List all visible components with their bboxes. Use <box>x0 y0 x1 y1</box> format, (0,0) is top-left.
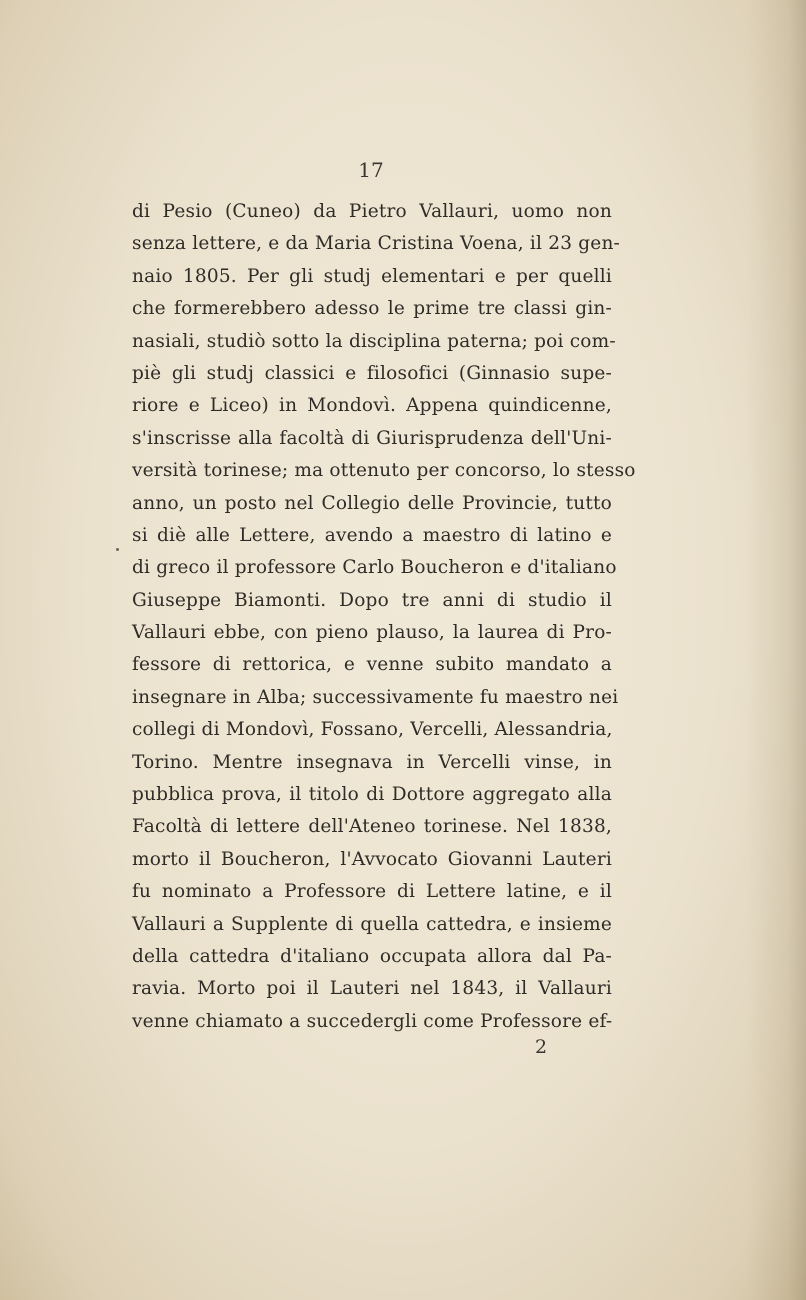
text-line: collegi di Mondovì, Fossano, Vercelli, Alessandria, <box>132 719 613 741</box>
text-line: riore e Liceo) in Mondovì. Appena quindicenne, <box>132 395 612 417</box>
text-line: pubblica prova, il titolo di Dottore aggregato alla <box>132 784 612 806</box>
text-line: di greco il professore Carlo Boucheron e d'italiano <box>132 557 617 579</box>
text-line: si diè alle Lettere, avendo a maestro di latino e <box>132 524 612 546</box>
signature-mark: 2 <box>535 1036 548 1058</box>
text-line: nasiali, studiò sotto la disciplina paterna; poi com- <box>132 330 616 352</box>
text-line: fu nominato a Professore di Lettere latine, e il <box>132 881 612 903</box>
text-line: versità torinese; ma ottenuto per concorso, lo stesso <box>132 460 636 482</box>
text-line: morto il Boucheron, l'Avvocato Giovanni Lauteri <box>132 848 612 870</box>
text-line: della cattedra d'italiano occupata allora dal Pa- <box>132 945 612 967</box>
text-line: Facoltà di lettere dell'Ateneo torinese. Nel 1838, <box>132 816 612 838</box>
text-line: di Pesio (Cuneo) da Pietro Vallauri, uomo non <box>132 201 612 222</box>
text-line: Vallauri ebbe, con pieno plauso, la laurea di Pro- <box>132 622 612 644</box>
ink-speck <box>116 548 119 551</box>
text-line: ravia. Morto poi il Lauteri nel 1843, il Vallauri <box>132 978 612 1000</box>
text-line: venne chiamato a succedergli come Professore ef- <box>132 1010 613 1032</box>
text-line: s'inscrisse alla facoltà di Giurisprudenza dell'Uni- <box>132 427 612 449</box>
page-edge-shadow <box>746 0 806 1300</box>
text-line: piè gli studj classici e filosofici (Ginnasio supe- <box>132 362 612 384</box>
text-line: che formerebbero adesso le prime tre classi gin- <box>132 298 612 320</box>
text-line: Giuseppe Biamonti. Dopo tre anni di studio il <box>132 589 612 611</box>
body-text <box>132 196 636 1038</box>
text-line: fessore di rettorica, e venne subito mandato a <box>132 654 612 676</box>
text-line: naio 1805. Per gli studj elementari e per quelli <box>132 265 612 287</box>
text-line: anno, un posto nel Collegio delle Provincie, tutto <box>132 492 612 514</box>
text-line: Vallauri a Supplente di quella cattedra, e insieme <box>132 913 612 935</box>
page-number: 17 <box>358 158 384 182</box>
text-line: insegnare in Alba; successivamente fu maestro nei <box>132 686 619 708</box>
text-line: senza lettere, e da Maria Cristina Voena, il 23 gen- <box>132 233 621 255</box>
text-line: Torino. Mentre insegnava in Vercelli vinse, in <box>132 751 612 773</box>
